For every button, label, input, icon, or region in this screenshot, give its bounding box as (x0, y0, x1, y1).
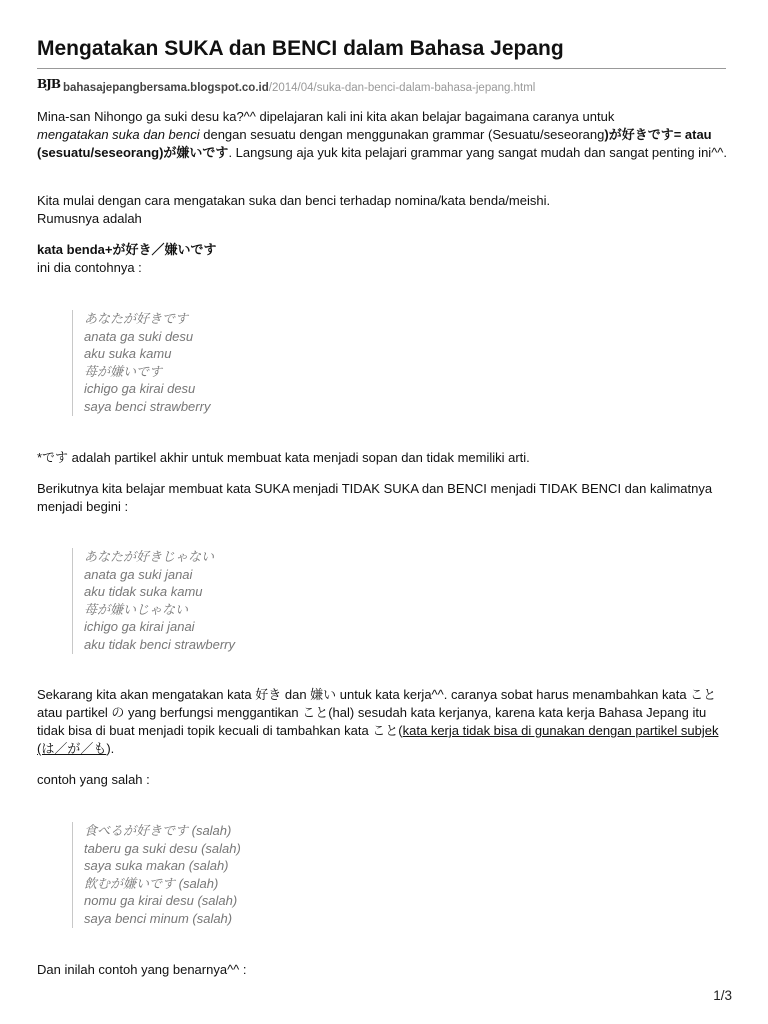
example-quote-3 (72, 822, 241, 928)
verbs-text-3: ). (106, 741, 115, 756)
site-logo: BJB (37, 77, 60, 91)
quote-line: saya benci strawberry (84, 398, 211, 414)
verbs-text-1: Sekarang kita akan mengatakan kata 好き dan 嫌い untuk kata kerja^^. caranya sobat harus menambahkan kata こと atau partikel の yang berfungsi menggantikan こと(hal) sesudah kata kerjanya, karena kata kerja Bahasa Jepang itu tidak bisa di buat menjadi topik kecuali di tambahkan kata こと( (37, 687, 717, 738)
source-host[interactable]: bahasajepangbersama.blogspot.co.id (62, 82, 269, 94)
quote-line: あなたが好きです (84, 311, 189, 326)
paragraph-rumus (37, 192, 727, 228)
formula-bold: kata benda+が好き／嫌いです (37, 242, 217, 257)
paragraph-negation: Berikutnya kita belajar membuat kata SUKA menjadi TIDAK SUKA dan BENCI menjadi TIDAK BENCI dan kalimatnya menjadi begini : (37, 481, 713, 514)
intro-text-5: . Langsung aja yuk kita pelajari grammar yang sangat mudah dan sangat penting ini^^. (228, 145, 728, 160)
quote-line: saya suka makan (salah) (84, 858, 229, 874)
example-quote-1 (72, 310, 210, 416)
example-quote-2 (72, 548, 235, 654)
quote-line: aku tidak suka kamu (84, 584, 203, 600)
quote-line: anata ga suki desu (84, 328, 194, 344)
paragraph-rumus-line1: Kita mulai dengan cara mengatakan suka dan benci terhadap nomina/kata benda/meishi. (37, 193, 551, 208)
quote-line: ichigo ga kirai desu (84, 381, 196, 397)
intro-text-3: dengan sesuatu dengan menggunakan grammar (Sesuatu/seseorang (199, 127, 605, 142)
quote-line: saya benci minum (salah) (84, 910, 233, 926)
quote-line: 苺が嫌いじゃない (84, 601, 189, 617)
page-title: Mengatakan SUKA dan BENCI dalam Bahasa Jepang (37, 37, 564, 60)
page-number: 1/3 (713, 988, 732, 1003)
right-example-label: Dan inilah contoh yang benarnya^^ : (37, 962, 247, 977)
paragraph-rumus-line2: Rumusnya adalah (37, 211, 142, 226)
paragraph-verbs (37, 686, 727, 758)
quote-line: ichigo ga kirai janai (84, 619, 195, 635)
intro-text-1: Mina-san Nihongo ga suki desu ka?^^ dipelajaran kali ini kita akan belajar bagaimana caranya untuk (37, 109, 615, 124)
quote-line: aku suka kamu (84, 346, 172, 362)
quote-line: 苺が嫌いです (84, 363, 163, 379)
intro-text-italic: mengatakan suka dan benci (37, 127, 200, 142)
quote-line: aku tidak benci strawberry (84, 636, 236, 652)
source-path[interactable]: /2014/04/suka-dan-benci-dalam-bahasa-jepang.html (268, 82, 536, 94)
source-line (37, 76, 535, 96)
quote-line: 食べるが好きです (salah) (84, 823, 232, 838)
intro-paragraph (37, 108, 727, 162)
intro-text-bold: )が好きです= atau (sesuatu/seseorang)が嫌いです (37, 127, 712, 160)
quote-line: あなたが好きじゃない (84, 549, 215, 564)
formula-paragraph (37, 241, 727, 277)
wrong-example-label: contoh yang salah : (37, 772, 150, 787)
title-divider (37, 68, 726, 69)
quote-line: nomu ga kirai desu (salah) (84, 893, 238, 909)
verbs-underlined-note: kata kerja tidak bisa di gunakan dengan partikel subjek (は／が／も (37, 723, 719, 756)
quote-line: anata ga suki janai (84, 566, 193, 582)
quote-line: taberu ga suki desu (salah) (84, 840, 241, 856)
note-paragraph: *です adalah partikel akhir untuk membuat kata menjadi sopan dan tidak memiliki arti. (37, 450, 530, 465)
quote-line: 飲むが嫌いです (salah) (84, 875, 219, 891)
formula-example-intro: ini dia contohnya : (37, 260, 142, 275)
